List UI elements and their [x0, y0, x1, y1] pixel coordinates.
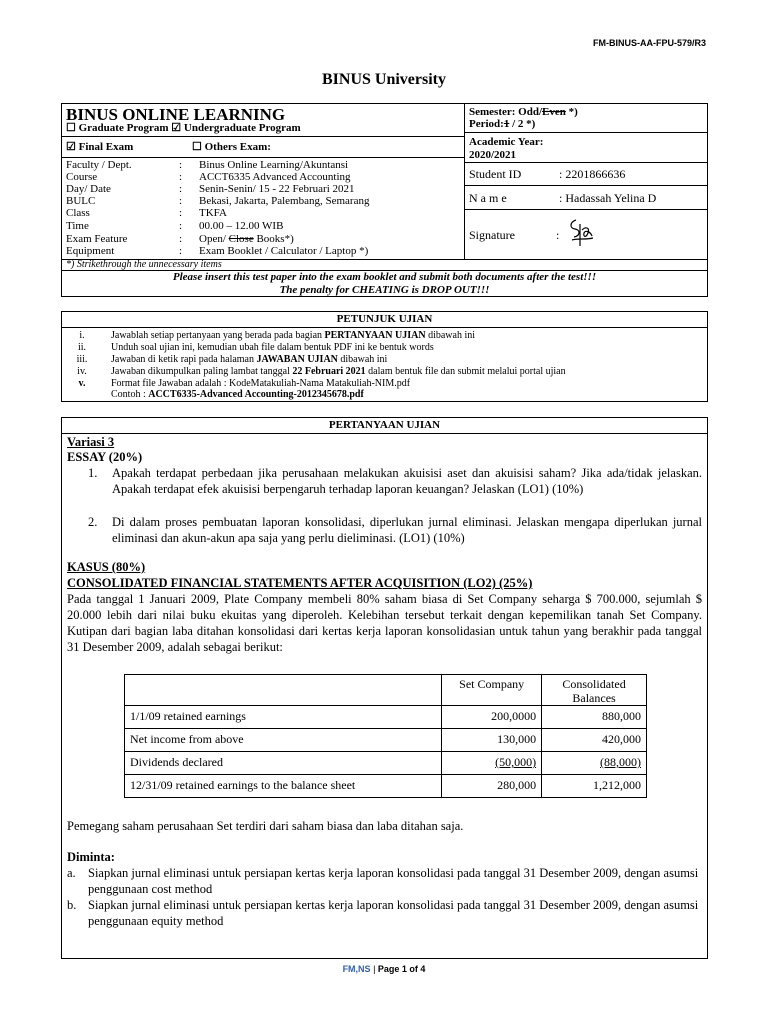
essay-heading: ESSAY (20%)	[67, 450, 143, 464]
case-heading: KASUS (80%)	[67, 560, 146, 574]
page-footer: FM,NS | Page 1 of 4	[342, 964, 426, 974]
student-id-label: Student ID	[469, 167, 522, 181]
field-label: Class	[66, 207, 90, 219]
academic-year: 2020/2021	[469, 149, 517, 161]
signature-scribble	[566, 216, 596, 250]
field-label: Time	[66, 220, 89, 232]
field-value: 00.00 – 12.00 WIB	[199, 220, 284, 232]
form-code: FM-BINUS-AA-FPU-579/R3	[592, 38, 706, 48]
signature-label: Signature	[469, 228, 515, 242]
field-label: Equipment	[66, 245, 115, 257]
insert-note: Please insert this test paper into the exam booklet and submit both documents after the test!!!	[172, 271, 597, 283]
exam-header-box: BINUS ONLINE LEARNING ☐ Graduate Program ☑ Undergraduate Program ☑ Final Exam ☐ Others Exam: Faculty / Dept. : Binus Online Learning/Akuntansi Course : ACCT6335 Advanced Accounting Day/ Date : Senin-Senin/ 15 - 22 Februari 2021 BULC : Bekasi, Jakarta, Palembang, Semarang Class : TKFA Time : 00.00 – 12.00 WIB Exam Feature : Open/ Close Books*) Equipment : Exam Booklet / Calculator / Laptop *) Semester: Odd/Even *) Period:1 / 2 *) Academic Year: 2020/2021 Student ID : 2201866636 N a m e : Hadassah Yelina D Signature : *) Strikethrough the unnecessary items Please insert this test paper into the exam booklet and submit both documents after the test!!! The penalty for CHEATING is DROP OUT!!!	[61, 103, 708, 297]
shareholders-note: Pemegang saham perusahaan Set terdiri dari saham biasa dan laba ditahan saja.	[67, 819, 464, 833]
field-value: Senin-Senin/ 15 - 22 Februari 2021	[199, 183, 355, 195]
academic-year-label: Academic Year:	[469, 136, 544, 148]
case-text: Pada tanggal 1 Januari 2009, Plate Company membeli 80% saham biasa di Set Company seharga $ 700.000, sejumlah $ 20.000 lebih dari nilai buku ekuitas yang diperoleh. Kelebihan tersebut terkait dengan kepemilikan tanah Set Company. Kutipan dari bagian laba ditahan konsolidasi dari kertas kerja laporan konsolidasian untuk tahun yang berakhir pada tanggal 31 Desember 2009, adalah sebagai berikut:	[67, 592, 702, 654]
table-row: 1/1/09 retained earnings 200,0000 880,000	[125, 706, 647, 729]
required-heading: Diminta:	[67, 850, 115, 864]
questions-heading: PERTANYAAN UJIAN	[62, 418, 707, 434]
page-number: Page 1 of 4	[377, 964, 426, 974]
final-exam-checkbox: ☑ Final Exam	[66, 141, 134, 153]
case-title: CONSOLIDATED FINANCIAL STATEMENTS AFTER ACQUISITION (LO2) (25%)	[67, 576, 533, 590]
program-checkboxes: ☐ Graduate Program ☑ Undergraduate Program	[66, 122, 301, 134]
field-value: ACCT6335 Advanced Accounting	[199, 171, 351, 183]
table-row: Dividends declared (50,000) (88,000)	[125, 752, 647, 775]
name-label: N a m e	[469, 191, 507, 205]
field-label: Day/ Date	[66, 183, 111, 195]
retained-earnings-table	[124, 674, 647, 798]
essay-question: Di dalam proses pembuatan laporan konsolidasi, diperlukan jurnal eliminasi. Jelaskan mengapa diperlukan jurnal eliminasi dan akun-akun apa saja yang perlu dieliminasi. (LO1) (10%)	[112, 515, 702, 545]
field-value: Open/ Close Books*)	[199, 233, 294, 245]
field-label: Course	[66, 171, 98, 183]
field-value: Binus Online Learning/Akuntansi	[199, 159, 349, 171]
student-name: : Hadassah Yelina D	[559, 191, 657, 205]
required-item: Siapkan jurnal eliminasi untuk persiapan kertas kerja laporan konsolidasi pada tanggal 31 Desember 2009, dengan asumsi penggunaan cost method	[88, 866, 699, 896]
program-title: BINUS ONLINE LEARNING	[66, 105, 286, 124]
strike-note: *) Strikethrough the unnecessary items	[66, 259, 222, 270]
penalty-note: The penalty for CHEATING is DROP OUT!!!	[279, 284, 490, 296]
field-value: Bekasi, Jakarta, Palembang, Semarang	[199, 195, 370, 207]
university-title: BINUS University	[321, 71, 446, 88]
exam-instructions-box: PETUNJUK UJIAN i. Jawablah setiap pertanyaan yang berada pada bagian PERTANYAAN UJIAN dibawah ini ii. Unduh soal ujian ini, kemudian ubah file dalam bentuk PDF ini ke bentuk words iii. Jawaban di ketik rapi pada halaman JAWABAN UJIAN dibawah ini iv. Jawaban dikumpulkan paling lambat tanggal 22 Februari 2021 dalam bentuk file dan submit melalui portal ujian v. Format file Jawaban adalah : KodeMatakuliah-Nama Matakuliah-NIM.pdf Contoh : ACCT6335-Advanced Accounting-2012345678.pdf	[61, 311, 708, 402]
field-label: BULC	[66, 195, 96, 207]
essay-question: Apakah terdapat perbedaan jika perusahaan melakukan akuisisi aset dan akuisisi saham? Jika ada/tidak jelaskan. Apakah terdapat efek akuisisi berpengaruh terhadap laporan keuangan? Jelaskan (LO1) (10%)	[112, 466, 702, 496]
student-id: : 2201866636	[559, 167, 626, 181]
field-label: Exam Feature	[66, 233, 128, 245]
table-row: 12/31/09 retained earnings to the balance sheet 280,000 1,212,000	[125, 775, 647, 798]
required-item: Siapkan jurnal eliminasi untuk persiapan kertas kerja laporan konsolidasi pada tanggal 31 Desember 2009, dengan asumsi penggunaan equity method	[88, 898, 699, 928]
instructions-heading: PETUNJUK UJIAN	[62, 312, 707, 328]
exam-questions-box: PERTANYAAN UJIAN Variasi 3 ESSAY (20%) 1. Apakah terdapat perbedaan jika perusahaan melakukan akuisisi aset dan akuisisi saham? Jika ada/tidak jelaskan. Apakah terdapat efek akuisisi berpengaruh terhadap laporan keuangan? Jelaskan (LO1) (10%) 2. Di dalam proses pembuatan laporan konsolidasi, diperlukan jurnal eliminasi. Jelaskan mengapa diperlukan jurnal eliminasi dan akun-akun apa saja yang perlu dieliminasi. (LO1) (10%) KASUS (80%) CONSOLIDATED FINANCIAL STATEMENTS AFTER ACQUISITION (LO2) (25%) Pada tanggal 1 Januari 2009, Plate Company membeli 80% saham biasa di Set Company seharga $ 700.000, sejumlah $ 20.000 lebih dari nilai buku ekuitas yang diperoleh. Kelebihan tersebut terkait dengan kepemilikan tanah Set Company. Kutipan dari bagian laba ditahan konsolidasi dari kertas kerja laporan konsolidasian untuk tahun yang berakhir pada tanggal 31 Desember 2009, adalah sebagai berikut: Set Company Consolidated Balances 1/1/09 retained earnings 200,0000 880,000 Net income from above 130,000 420,000 Dividends declared (50,000) (88,000) 12/31/09 retained earnings to the balance sheet 280,000 1,212,000 Pemegang saham perusahaan Set terdiri dari saham biasa dan laba ditahan saja. Diminta: a. Siapkan jurnal eliminasi untuk persiapan kertas kerja laporan konsolidasi pada tanggal 31 Desember 2009, dengan asumsi penggunaan cost method b. Siapkan jurnal eliminasi untuk persiapan kertas kerja laporan konsolidasi pada tanggal 31 Desember 2009, dengan asumsi penggunaan equity method	[61, 417, 708, 959]
table-header-row	[125, 675, 647, 706]
others-exam-checkbox: ☐ Others Exam:	[192, 141, 271, 153]
field-value: TKFA	[199, 207, 227, 219]
table-row: Net income from above 130,000 420,000	[125, 729, 647, 752]
field-label: Faculty / Dept.	[66, 159, 132, 171]
column-header: Set Company	[442, 675, 542, 706]
column-header: Consolidated Balances	[542, 675, 647, 706]
variant-label: Variasi 3	[67, 435, 115, 449]
period: Period:1 / 2 *)	[469, 118, 536, 130]
footer-code: FM,NS	[342, 964, 371, 974]
field-value: Exam Booklet / Calculator / Laptop *)	[199, 245, 369, 257]
semester: Semester: Odd/Even *)	[469, 106, 578, 118]
